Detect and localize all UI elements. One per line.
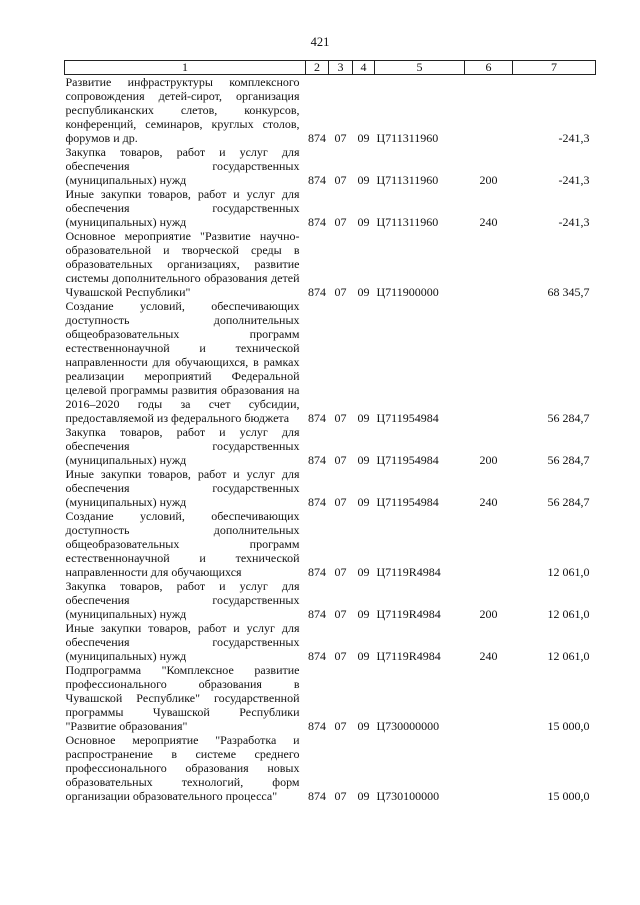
row-expense-type [465,733,513,803]
row-amount: 56 284,7 [547,411,590,425]
row-target-article: Ц711311960 [376,173,439,187]
table-row [65,299,596,425]
row-amount: 56 284,7 [547,453,590,467]
row-target-article: Ц711900000 [376,285,439,299]
row-amount: 12 061,0 [547,565,590,579]
row-amount: 12 061,0 [547,607,590,621]
row-subsection-code: 09 [357,215,370,229]
row-expense-type [465,663,513,733]
row-expense-type: 240 [479,649,498,663]
row-expense-type [465,75,513,146]
row-expense-type: 200 [479,607,498,621]
row-description: Развитие инфраструктуры комплексного сопровождения детей-сирот, организация республиканских слетов, конкурсов, конференций, семинаров, круглых столов, форумов и др. [65,75,300,145]
row-amount: -241,3 [558,215,590,229]
row-department-code: 874 [308,565,326,579]
row-amount: 15 000,0 [547,719,590,733]
row-section-code: 07 [334,719,347,733]
row-subsection-code: 09 [357,411,370,425]
row-description: Закупка товаров, работ и услуг для обеспечения государственных (муниципальных) нужд [65,145,300,187]
row-section-code: 07 [334,285,347,299]
row-section-code: 07 [334,649,347,663]
column-header: 2 [306,61,329,75]
row-target-article: Ц711954984 [376,495,439,509]
table-header [65,61,596,75]
row-department-code: 874 [308,789,326,803]
table-row [65,229,596,299]
row-section-code: 07 [334,173,347,187]
row-department-code: 874 [308,131,326,145]
table-row [65,75,596,146]
row-section-code: 07 [334,131,347,145]
table-row [65,509,596,579]
column-header: 1 [65,61,306,75]
row-amount: -241,3 [558,131,590,145]
table-row [65,663,596,733]
row-target-article: Ц711954984 [376,411,439,425]
table-row [65,467,596,509]
row-subsection-code: 09 [357,719,370,733]
row-subsection-code: 09 [357,285,370,299]
table-row [65,425,596,467]
row-target-article: Ц7119R4984 [376,649,441,663]
row-section-code: 07 [334,453,347,467]
row-expense-type: 240 [479,495,498,509]
table-body [65,75,596,804]
row-subsection-code: 09 [357,173,370,187]
row-department-code: 874 [308,649,326,663]
row-department-code: 874 [308,173,326,187]
row-department-code: 874 [308,215,326,229]
row-subsection-code: 09 [357,789,370,803]
row-description: Создание условий, обеспечивающих доступность дополнительных общеобразовательных программ естественнонаучной и технической направленности для обучающихся [65,509,300,579]
table-row [65,579,596,621]
row-target-article: Ц730100000 [376,789,440,803]
row-section-code: 07 [334,565,347,579]
budget-table [64,60,596,803]
table-row [65,187,596,229]
row-expense-type [465,299,513,425]
column-header: 7 [513,61,596,75]
row-description: Закупка товаров, работ и услуг для обеспечения государственных (муниципальных) нужд [65,425,300,467]
row-target-article: Ц711311960 [376,131,439,145]
row-description: Создание условий, обеспечивающих доступность дополнительных общеобразовательных программ естественнонаучной и технической направленности для обучающихся, в рамках реализации мероприятий Федеральной целевой программы развития образования на 2016–2020 годы за счет субсидии, предоставляемой из федерального бюджета [65,299,300,425]
row-amount: 68 345,7 [547,285,590,299]
row-department-code: 874 [308,607,326,621]
row-subsection-code: 09 [357,649,370,663]
row-section-code: 07 [334,495,347,509]
row-description: Закупка товаров, работ и услуг для обеспечения государственных (муниципальных) нужд [65,579,300,621]
table-row [65,145,596,187]
table-row [65,733,596,803]
row-section-code: 07 [334,607,347,621]
row-description: Основное мероприятие "Разработка и распространение в системе среднего профессионального образования новых образовательных технологий, форм организации образовательного процесса" [65,733,300,803]
row-section-code: 07 [334,789,347,803]
row-expense-type [465,229,513,299]
row-department-code: 874 [308,453,326,467]
row-amount: 15 000,0 [547,789,590,803]
table-row [65,621,596,663]
row-expense-type [465,509,513,579]
column-header: 3 [329,61,353,75]
column-header: 4 [353,61,375,75]
row-expense-type: 200 [479,453,498,467]
row-target-article: Ц7119R4984 [376,607,441,621]
row-subsection-code: 09 [357,607,370,621]
row-department-code: 874 [308,719,326,733]
row-target-article: Ц730000000 [376,719,440,733]
row-expense-type: 240 [479,215,498,229]
column-header: 6 [465,61,513,75]
row-description: Иные закупки товаров, работ и услуг для обеспечения государственных (муниципальных) нужд [65,187,300,229]
row-amount: 12 061,0 [547,649,590,663]
row-description: Основное мероприятие "Развитие научно-образовательной и творческой среды в образовательных организациях, развитие системы дополнительного образования детей Чувашской Республики" [65,229,300,299]
row-description: Иные закупки товаров, работ и услуг для обеспечения государственных (муниципальных) нужд [65,467,300,509]
row-expense-type: 200 [479,173,498,187]
row-section-code: 07 [334,411,347,425]
column-header: 5 [375,61,465,75]
row-section-code: 07 [334,215,347,229]
row-target-article: Ц7119R4984 [376,565,441,579]
row-description: Подпрограмма "Комплексное развитие профессионального образования в Чувашской Республике" государственной программы Чувашской Республики "Развитие образования" [65,663,300,733]
row-subsection-code: 09 [357,495,370,509]
row-target-article: Ц711954984 [376,453,439,467]
row-amount: -241,3 [558,173,590,187]
row-department-code: 874 [308,285,326,299]
row-subsection-code: 09 [357,565,370,579]
row-target-article: Ц711311960 [376,215,439,229]
row-description: Иные закупки товаров, работ и услуг для обеспечения государственных (муниципальных) нужд [65,621,300,663]
row-amount: 56 284,7 [547,495,590,509]
row-department-code: 874 [308,495,326,509]
row-department-code: 874 [308,411,326,425]
row-subsection-code: 09 [357,131,370,145]
page-number: 421 [310,35,330,49]
row-subsection-code: 09 [357,453,370,467]
